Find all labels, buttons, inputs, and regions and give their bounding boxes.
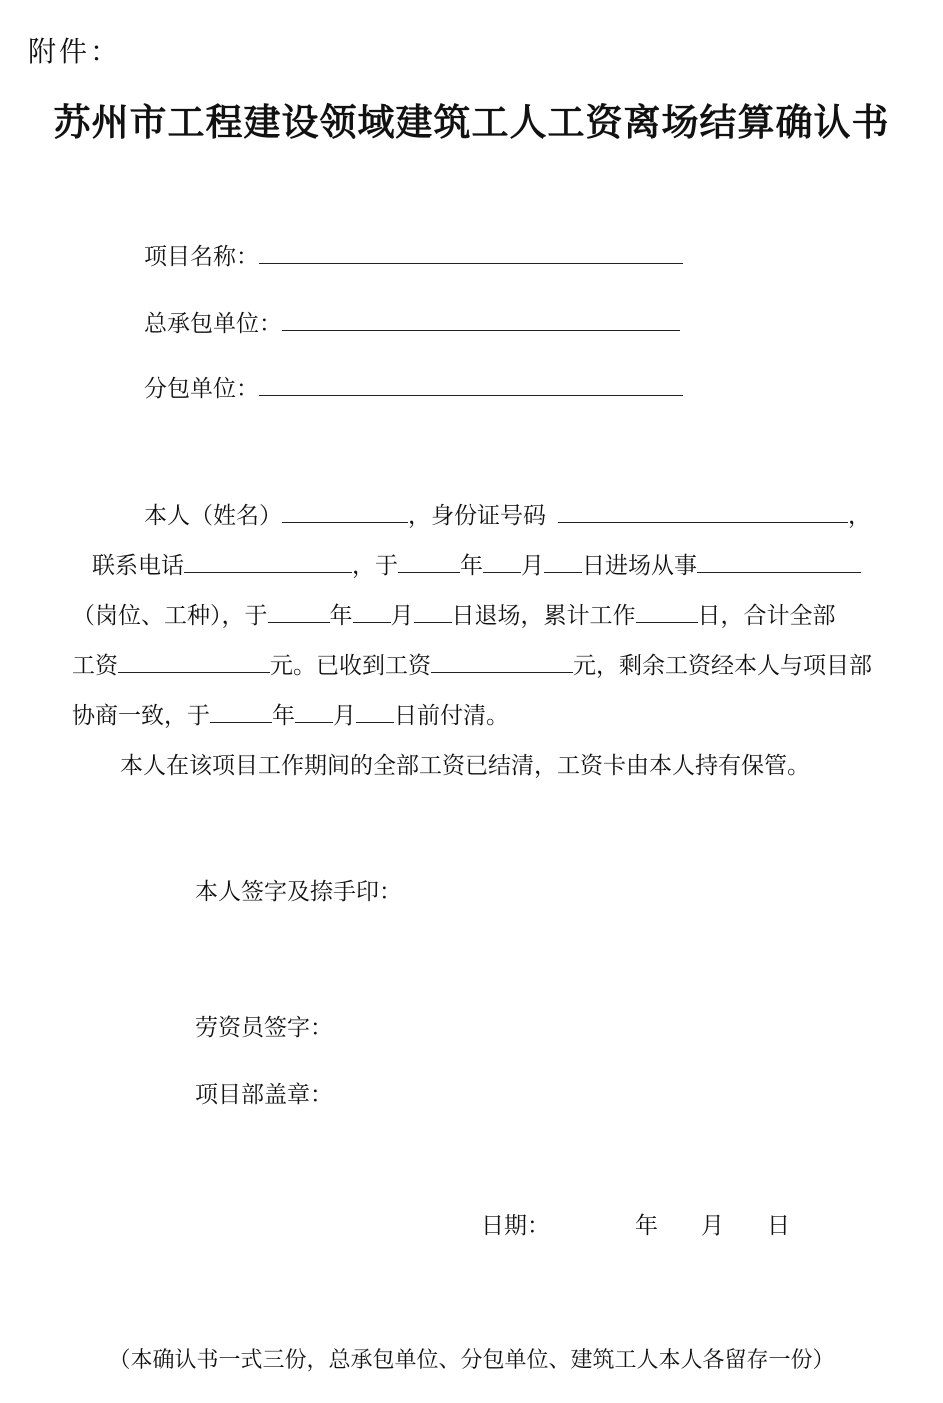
pay-day-blank	[356, 702, 394, 723]
work-days-blank	[636, 602, 698, 623]
labor-officer-signature-label: 劳资员签字：	[195, 1015, 333, 1041]
text-year: 年	[329, 603, 353, 629]
text-remaining: 元，剩余工资经本人与项目部	[573, 653, 872, 679]
statement: 本人在该项目工作期间的全部工资已结清，工资卡由本人持有保管。	[120, 753, 810, 779]
subcontractor-field	[144, 370, 683, 403]
name-blank	[282, 502, 408, 523]
text-agreed: 协商一致，于	[72, 703, 210, 729]
date-year: 年	[635, 1213, 658, 1239]
document-title: 苏州市工程建设领域建筑工人工资离场结算确认书	[53, 101, 890, 144]
job-blank	[697, 552, 861, 573]
text-entry: 日进场从事	[582, 553, 697, 579]
pay-year-blank	[210, 702, 272, 723]
entry-month-blank	[483, 552, 521, 573]
general-contractor-field	[144, 305, 680, 338]
text-on: ，于	[352, 553, 398, 579]
project-name-label: 项目名称：	[144, 244, 259, 270]
exit-year-blank	[268, 602, 330, 623]
text-year: 年	[460, 553, 483, 579]
body-line-5	[72, 697, 509, 730]
text-month: 月	[521, 553, 544, 579]
phone-blank	[184, 552, 352, 573]
date-day: 日	[767, 1213, 790, 1239]
pay-month-blank	[295, 702, 333, 723]
received-wage-blank	[431, 652, 573, 673]
project-name-blank	[259, 243, 683, 264]
text-month: 月	[390, 603, 414, 629]
id-number-blank	[558, 502, 848, 523]
date-label: 日期：	[481, 1213, 550, 1239]
text-wage: 工资	[72, 653, 118, 679]
text-id: ，身份证号码	[408, 503, 546, 529]
attachment-label: 附件：	[28, 35, 122, 68]
total-wage-blank	[118, 652, 270, 673]
footer-note: （本确认书一式三份，总承包单位、分包单位、建筑工人本人各留存一份）	[108, 1348, 835, 1373]
entry-day-blank	[544, 552, 582, 573]
date-month: 月	[701, 1213, 724, 1239]
worker-signature-label: 本人签字及捺手印：	[195, 879, 402, 905]
text-total: 日，合计全部	[697, 603, 836, 629]
text-comma: ，	[848, 503, 871, 529]
text-received: 元。已收到工资	[270, 653, 431, 679]
subcontractor-blank	[259, 375, 683, 396]
text-phone: 联系电话	[92, 553, 184, 579]
project-name-field	[144, 238, 683, 271]
text-year: 年	[272, 703, 295, 729]
exit-day-blank	[414, 602, 452, 623]
entry-year-blank	[398, 552, 460, 573]
general-contractor-blank	[282, 310, 680, 331]
date-line	[481, 1207, 790, 1240]
project-seal-label: 项目部盖章：	[195, 1082, 333, 1108]
text-name: 本人（姓名）	[144, 503, 282, 529]
body-line-4	[72, 647, 872, 680]
text-month: 月	[333, 703, 356, 729]
exit-month-blank	[353, 602, 391, 623]
body-line-1	[144, 497, 871, 530]
body-line-3	[72, 597, 836, 630]
text-exit: 日退场，累计工作	[451, 603, 636, 629]
text-paid: 日前付清。	[394, 703, 509, 729]
body-line-2	[92, 547, 861, 580]
subcontractor-label: 分包单位：	[144, 376, 259, 402]
general-contractor-label: 总承包单位：	[144, 311, 282, 337]
text-position: （岗位、工种），于	[72, 603, 268, 629]
